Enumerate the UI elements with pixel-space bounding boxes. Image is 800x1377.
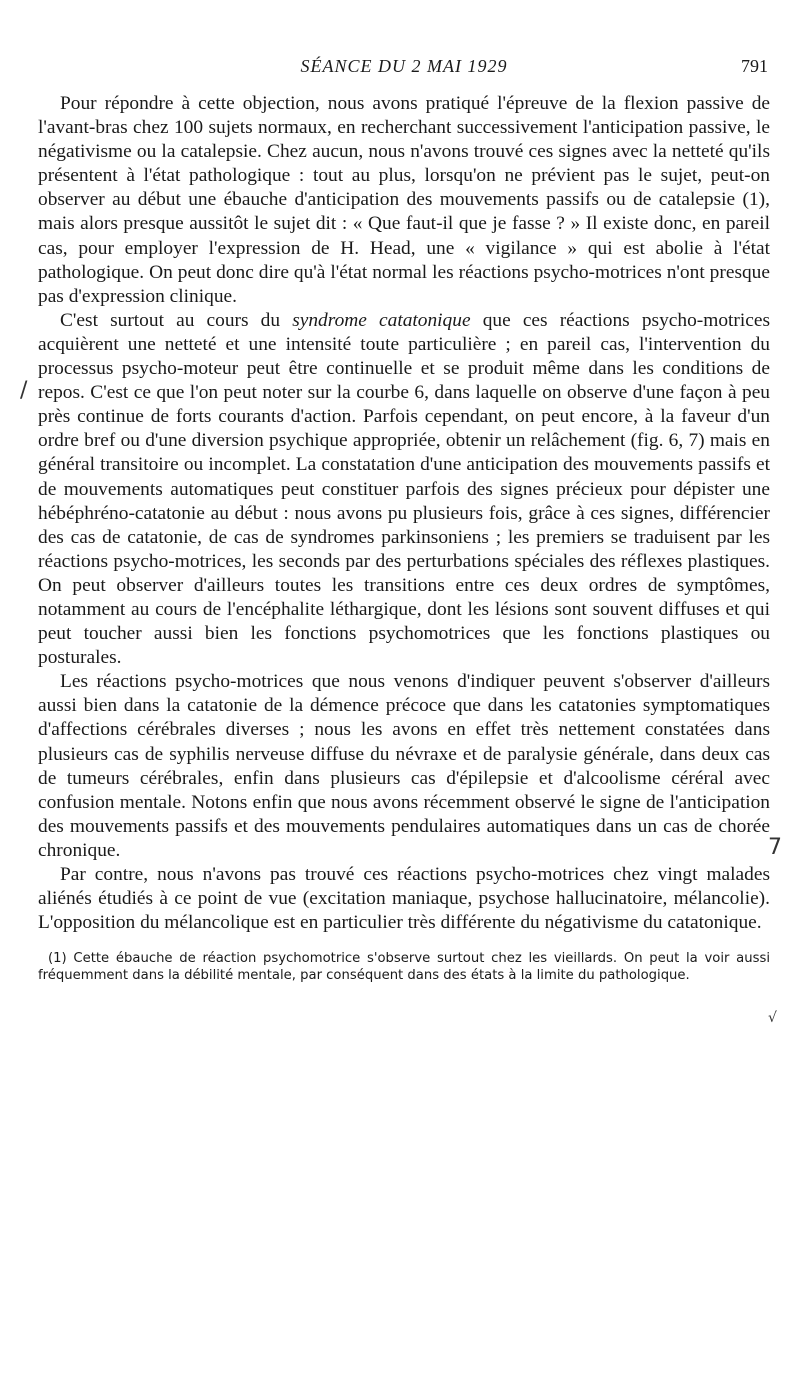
margin-mark-right-check: √ [768,1010,777,1026]
margin-mark-right-top: 7 [768,835,782,860]
document-page [38,52,770,984]
paragraph-4: Par contre, nous n'avons pas trouvé ces réactions psycho-motrices chez vingt malades aliénés étudiés à ce point de vue (excitation maniaque, psychose hallucinatoire, mélancolie). L'opposition du mélancolique est en particulier très différente du négativisme du catatonique. [38,864,770,934]
footnote-1: (1) Cette ébauche de réaction psychomotrice s'observe surtout chez les vieillards. On peut la voir aussi fréquemment dans la débilité mentale, par conséquent dans des états à la limite du pathologique. [38,951,770,984]
footnotes [38,950,770,984]
running-head [38,52,770,92]
running-title: SÉANCE DU 2 MAI 1929 [300,56,508,76]
paragraph-2-text-b: que ces réactions psycho-motrices acquièrent une netteté et une intensité toute particulière ; en pareil cas, l'intervention du processus psycho-moteur peut être continuelle et se produit même dans les conditions de repos. C'est ce que l'on peut noter sur la courbe 6, dans laquelle on observe d'une façon à peu près continue de forts courants d'action. Parfois cependant, on peut encore, à la faveur d'un ordre bref ou d'une diversion psychique appropriée, obtenir un relâchement (fig. 6, 7) mais en général transitoire ou incomplet. La constatation d'une anticipation des mouvements passifs et de mouvements automatiques peut constituer parfois des signes précieux pour dépister une hébéphréno-catatonie au début : nous avons pu plusieurs fois, grâce à ces signes, différencier des cas de catatonie, de cas de syndromes parkinsoniens ; les premiers se traduisent par les réactions psycho-motrices, les seconds par des perturbations spéciales des réflexes plastiques. On peut observer d'ailleurs toutes les transitions entre ces deux ordres de symptômes, notamment au cours de l'encéphalite léthargique, dont les lésions sont souvent diffuses et qui peut toucher aussi bien les fonctions psychomotrices que les fonctions plastiques ou posturales. [38,309,771,669]
paragraph-2 [38,309,770,670]
margin-mark-left: / [20,378,28,403]
paragraph-3: Les réactions psycho-motrices que nous venons d'indiquer peuvent s'observer d'ailleurs aussi bien dans la catatonie de la démence précoce que dans les catatonies symptomatiques d'affections cérébrales diverses ; nous les avons en effet très nettement constatées dans plusieurs cas de syphilis nerveuse diffuse du névraxe et de paralysie générale, dans deux cas de tumeurs cérébrales, enfin dans plusieurs cas d'épilepsie et d'alcoolisme céréral avec confusion mentale. Notons enfin que nous avons récemment observé le signe de l'anticipation des mouvements passifs et des mouvements pendulaires automatiques dans un cas de chorée chronique. [38,671,770,861]
paragraph-2-text-a: C'est surtout au cours du [60,309,293,331]
page-number: 791 [741,56,768,76]
paragraph-1: Pour répondre à cette objection, nous avons pratiqué l'épreuve de la flexion passive de l'avant-bras chez 100 sujets normaux, en recherchant successivement l'anticipation passive, le négativisme ou la catalepsie. Chez aucun, nous n'avons trouvé ces signes avec la netteté qu'ils présentent à l'état pathologique : tout au plus, lorsqu'on ne prévient pas le sujet, peut-on observer au début une ébauche d'anticipation des mouvements passifs ou de catalepsie (1), mais alors presque aussitôt le sujet dit : « Que faut-il que je fasse ? » Il existe donc, en pareil cas, pour employer l'expression de H. Head, une « vigilance » qui est abolie à l'état pathologique. On peut donc dire qu'à l'état normal les réactions psycho-motrices n'ont presque pas d'expression clinique. [38,93,770,307]
syndrome-catatonique-term: syndrome catatonique [292,309,471,331]
